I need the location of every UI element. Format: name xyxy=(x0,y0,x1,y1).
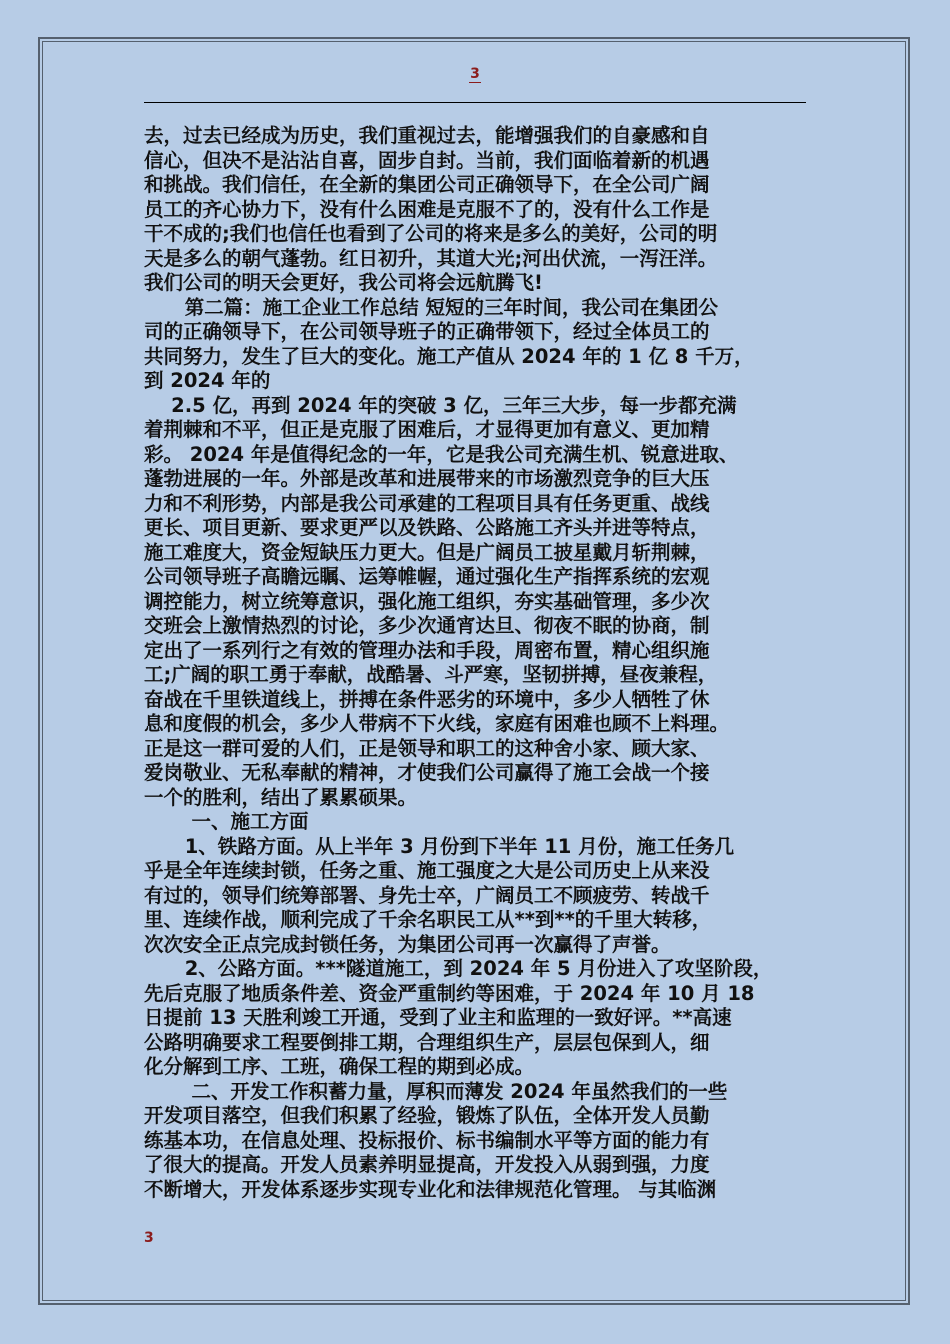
body-line: 奋战在千里铁道线上，拼搏在条件恶劣的环境中，多少人牺牲了休 xyxy=(144,687,710,711)
body-line: 乎是全年连续封锁，任务之重、施工强度之大是公司历史上从来没 xyxy=(144,859,710,882)
body-line: 化分解到工序、工班，确保工程的期到必成。 xyxy=(144,1055,535,1078)
page-header-number xyxy=(0,66,950,82)
body-line: 开发项目落空，但我们积累了经验，锻炼了队伍，全体开发人员勤 xyxy=(144,1104,710,1127)
body-line: 息和度假的机会，多少人带病不下火线，家庭有困难也顾不上料理。 xyxy=(144,712,730,735)
header-divider xyxy=(144,102,806,103)
document-body xyxy=(144,124,816,1202)
body-line: 调控能力，树立统筹意识，强化施工组织，夯实基础管理，多少次 xyxy=(144,589,710,613)
body-line: 和挑战。我们信任，在全新的集团公司正确领导下，在全公司广阔 xyxy=(144,173,710,196)
body-line: 次次安全正点完成封锁任务，为集团公司再一次赢得了声誉。 xyxy=(144,932,671,956)
body-line: 公路明确要求工程要倒排工期，合理组织生产，层层包保到人，细 xyxy=(144,1030,710,1054)
body-line: 2.5 亿，再到 2024 年的突破 3 亿，三年三大步，每一步都充满 xyxy=(144,393,737,417)
body-line: 1、铁路方面。从上半年 3 月份到下半年 11 月份，施工任务几 xyxy=(144,834,735,858)
body-line: 信心，但决不是沾沾自喜，固步自封。当前，我们面临着新的机遇 xyxy=(144,148,710,172)
body-line: 干不成的;我们也信任也看到了公司的将来是多么的美好，公司的明 xyxy=(144,222,718,245)
body-line: 练基本功，在信息处理、投标报价、标书编制水平等方面的能力有 xyxy=(144,1128,710,1152)
body-line: 着荆棘和不平，但正是克服了困难后，才显得更加有意义、更加精 xyxy=(144,418,710,441)
body-line: 一、施工方面 xyxy=(144,810,309,833)
header-page-number: 3 xyxy=(470,66,480,82)
body-line: 公司领导班子高瞻远瞩、运筹帷幄，通过强化生产指挥系统的宏观 xyxy=(144,565,710,588)
body-line: 蓬勃进展的一年。外部是改革和进展带来的市场激烈竞争的巨大压 xyxy=(144,467,710,490)
body-line: 司的正确领导下，在公司领导班子的正确带领下，经过全体员工的 xyxy=(144,320,710,343)
body-line: 我们公司的明天会更好，我公司将会远航腾飞! xyxy=(144,271,543,294)
body-line: 有过的，领导们统筹部署、身先士卒，广阔员工不顾疲劳、转战千 xyxy=(144,883,710,907)
body-line: 到 2024 年的 xyxy=(144,369,271,392)
body-line: 天是多么的朝气蓬勃。红日初升，其道大光;河出伏流，一泻汪洋。 xyxy=(144,246,718,270)
body-line: 先后克服了地质条件差、资金严重制约等困难，于 2024 年 10 月 18 xyxy=(144,981,755,1005)
body-line: 了很大的提高。开发人员素养明显提高，开发投入从弱到强，力度 xyxy=(144,1153,710,1176)
body-line: 不断增大，开发体系逐步实现专业化和法律规范化管理。 与其临渊 xyxy=(144,1177,717,1201)
body-line: 更长、项目更新、要求更严以及铁路、公路施工齐头并进等特点， xyxy=(144,516,710,539)
body-line: 共同努力，发生了巨大的变化。施工产值从 2024 年的 1 亿 8 千万， xyxy=(144,344,754,368)
body-line: 二、开发工作积蓄力量，厚积而薄发 2024 年虽然我们的一些 xyxy=(144,1079,728,1103)
body-line: 员工的齐心协力下，没有什么困难是克服不了的，没有什么工作是 xyxy=(144,197,710,221)
body-line: 日提前 13 天胜利竣工开通，受到了业主和监理的一致好评。**高速 xyxy=(144,1006,732,1029)
body-line: 施工难度大，资金短缺压力更大。但是广阔员工披星戴月斩荆棘， xyxy=(144,540,710,564)
body-line: 定出了一系列行之有效的管理办法和手段，周密布置，精心组织施 xyxy=(144,638,710,662)
footer-page-number: 3 xyxy=(144,1230,154,1246)
body-line: 爱岗敬业、无私奉献的精神，才使我们公司赢得了施工会战一个接 xyxy=(144,761,710,784)
body-line: 去，过去已经成为历史，我们重视过去，能增强我们的自豪感和自 xyxy=(144,124,710,147)
body-line: 工;广阔的职工勇于奉献，战酷暑、斗严寒，坚韧拼搏，昼夜兼程， xyxy=(144,663,718,686)
body-line: 正是这一群可爱的人们，正是领导和职工的这种舍小家、顾大家、 xyxy=(144,736,710,760)
body-line: 力和不利形势，内部是我公司承建的工程项目具有任务更重、战线 xyxy=(144,491,710,515)
body-line: 2、公路方面。***隧道施工，到 2024 年 5 月份进入了攻坚阶段， xyxy=(144,957,773,980)
body-line: 里、连续作战，顺利完成了千余名职民工从**到**的千里大转移， xyxy=(144,908,712,931)
body-line: 彩。 2024 年是值得纪念的一年，它是我公司充满生机、锐意进取、 xyxy=(144,442,739,466)
body-line: 交班会上激情热烈的讨论，多少次通宵达旦、彻夜不眠的协商，制 xyxy=(144,614,710,637)
body-line: 一个的胜利，结出了累累硕果。 xyxy=(144,785,418,809)
body-line: 第二篇：施工企业工作总结 短短的三年时间，我公司在集团公 xyxy=(144,295,719,319)
